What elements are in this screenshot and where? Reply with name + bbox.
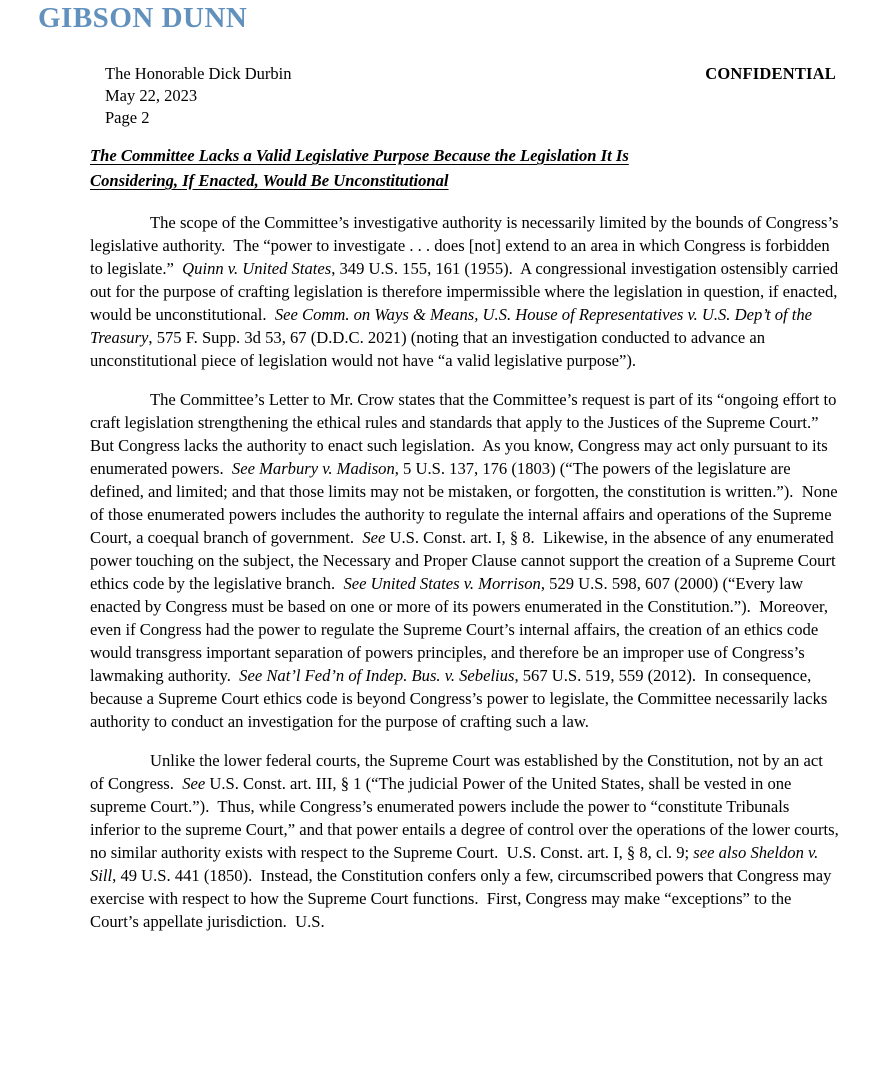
body-text: , 529 U.S. 598, 607 (2000) (“Every law enacted by Congress must be based on one or more of its powers enumerated in the Constitution.”). Moreover, even if Congress had the power to regulate the Supreme Court’s internal affairs, the creation of an ethics code would transgress important separation of powers principles, and therefore be an improper use of Congress’s lawmaking authority. (90, 574, 833, 685)
paragraph (90, 388, 840, 733)
citation-italic-text: See (362, 528, 386, 547)
citation-italic-text: See Marbury v. Madison (231, 459, 395, 478)
letter-body (90, 143, 843, 949)
address-block (105, 63, 292, 129)
body-text: , 349 U.S. 155, 161 (1955). A congressional investigation ostensibly carried out for the purpose of crafting legislation is therefore impermissible where the legislation in question, if enacted, would be unconstitutional. (90, 259, 843, 324)
recipient-name: The Honorable Dick Durbin (105, 64, 292, 83)
body-text: , 49 U.S. 441 (1850). Instead, the Constitution confers only a few, circumscribed powers that Congress may exercise with respect to how the Supreme Court functions. First, Congress may make “exceptions” to the Court’s appellate jurisdiction. U.S. (90, 866, 836, 931)
body-text: The Committee’s Letter to Mr. Crow states that the Committee’s request is part of its “ongoing effort to craft legislation strengthening the ethical rules and standards that apply to the Justices of the Supreme Court.” But Congress lacks the authority to enact such legislation. As you know, Congress may act only pursuant to its enumerated powers. (90, 390, 841, 478)
body-paragraphs (90, 211, 843, 933)
citation-italic-text: See United States v. Morrison (343, 574, 541, 593)
section-heading-line-1: The Committee Lacks a Valid Legislative Purpose Because the Legislation It Is (90, 146, 629, 165)
citation-italic-text: Quinn v. United States (182, 259, 332, 278)
body-text: U.S. Const. art. III, § 1 (“The judicial Power of the United States, shall be vested in one supreme Court.”). Thus, while Congress’s enumerated powers include the power to “constitute Tribunals inferior to the supreme Court,” and that power entails a degree of control over the operations of the lower courts, no similar authority exists with respect to the Supreme Court. U.S. Const. art. I, § 8, cl. 9; (90, 774, 843, 862)
section-heading-line-2: Considering, If Enacted, Would Be Unconstitutional (90, 171, 449, 190)
body-text: Unlike the lower federal courts, the Supreme Court was established by the Constitution, not by an act of Congress. (90, 751, 827, 793)
body-text: The scope of the Committee’s investigative authority is necessarily limited by the bounds of Congress’s legislative authority. The “power to investigate . . . does [not] extend to an area in which Congress is forbidden to legislate.” (90, 213, 843, 278)
letter-header (105, 63, 836, 129)
citation-italic-text: See Comm. on Ways & Means, U.S. House of Representatives v. U.S. Dep’t of the Treasury (90, 305, 817, 347)
body-text: U.S. Const. art. I, § 8. Likewise, in the absence of any enumerated power touching on the subject, the Necessary and Proper Clause cannot support the creation of a Supreme Court ethics code by the legislative branch. (90, 528, 840, 593)
body-text: , 5 U.S. 137, 176 (1803) (“The powers of the legislature are defined, and limited; and that those limits may not be mistaken, or forgotten, the constitution is written.”). None of those enumerated powers includes the authority to regulate the internal affairs and operations of the Supreme Court, a coequal branch of government. (90, 459, 842, 547)
page-number-label: Page 2 (105, 108, 150, 127)
confidential-label: CONFIDENTIAL (705, 64, 836, 83)
body-text: , 567 U.S. 519, 559 (2012). In consequence, because a Supreme Court ethics code is beyond Congress’s power to legislate, the Committee necessarily lacks authority to conduct an investigation for the purpose of crafting such a law. (90, 666, 832, 731)
citation-italic-text: see also Sheldon v. Sill (90, 843, 823, 885)
paragraph (90, 749, 843, 933)
citation-italic-text: See (182, 774, 206, 793)
paragraph (90, 211, 843, 372)
letter-date: May 22, 2023 (105, 86, 198, 105)
section-heading (90, 143, 840, 193)
body-text: , 575 F. Supp. 3d 53, 67 (D.D.C. 2021) (noting that an investigation conducted to advance an unconstitutional piece of legislation would not have “a valid legislative purpose”). (90, 328, 770, 370)
firm-logo: GIBSON DUNN (38, 2, 248, 34)
citation-italic-text: See Nat’l Fed’n of Indep. Bus. v. Sebelius (239, 666, 515, 685)
